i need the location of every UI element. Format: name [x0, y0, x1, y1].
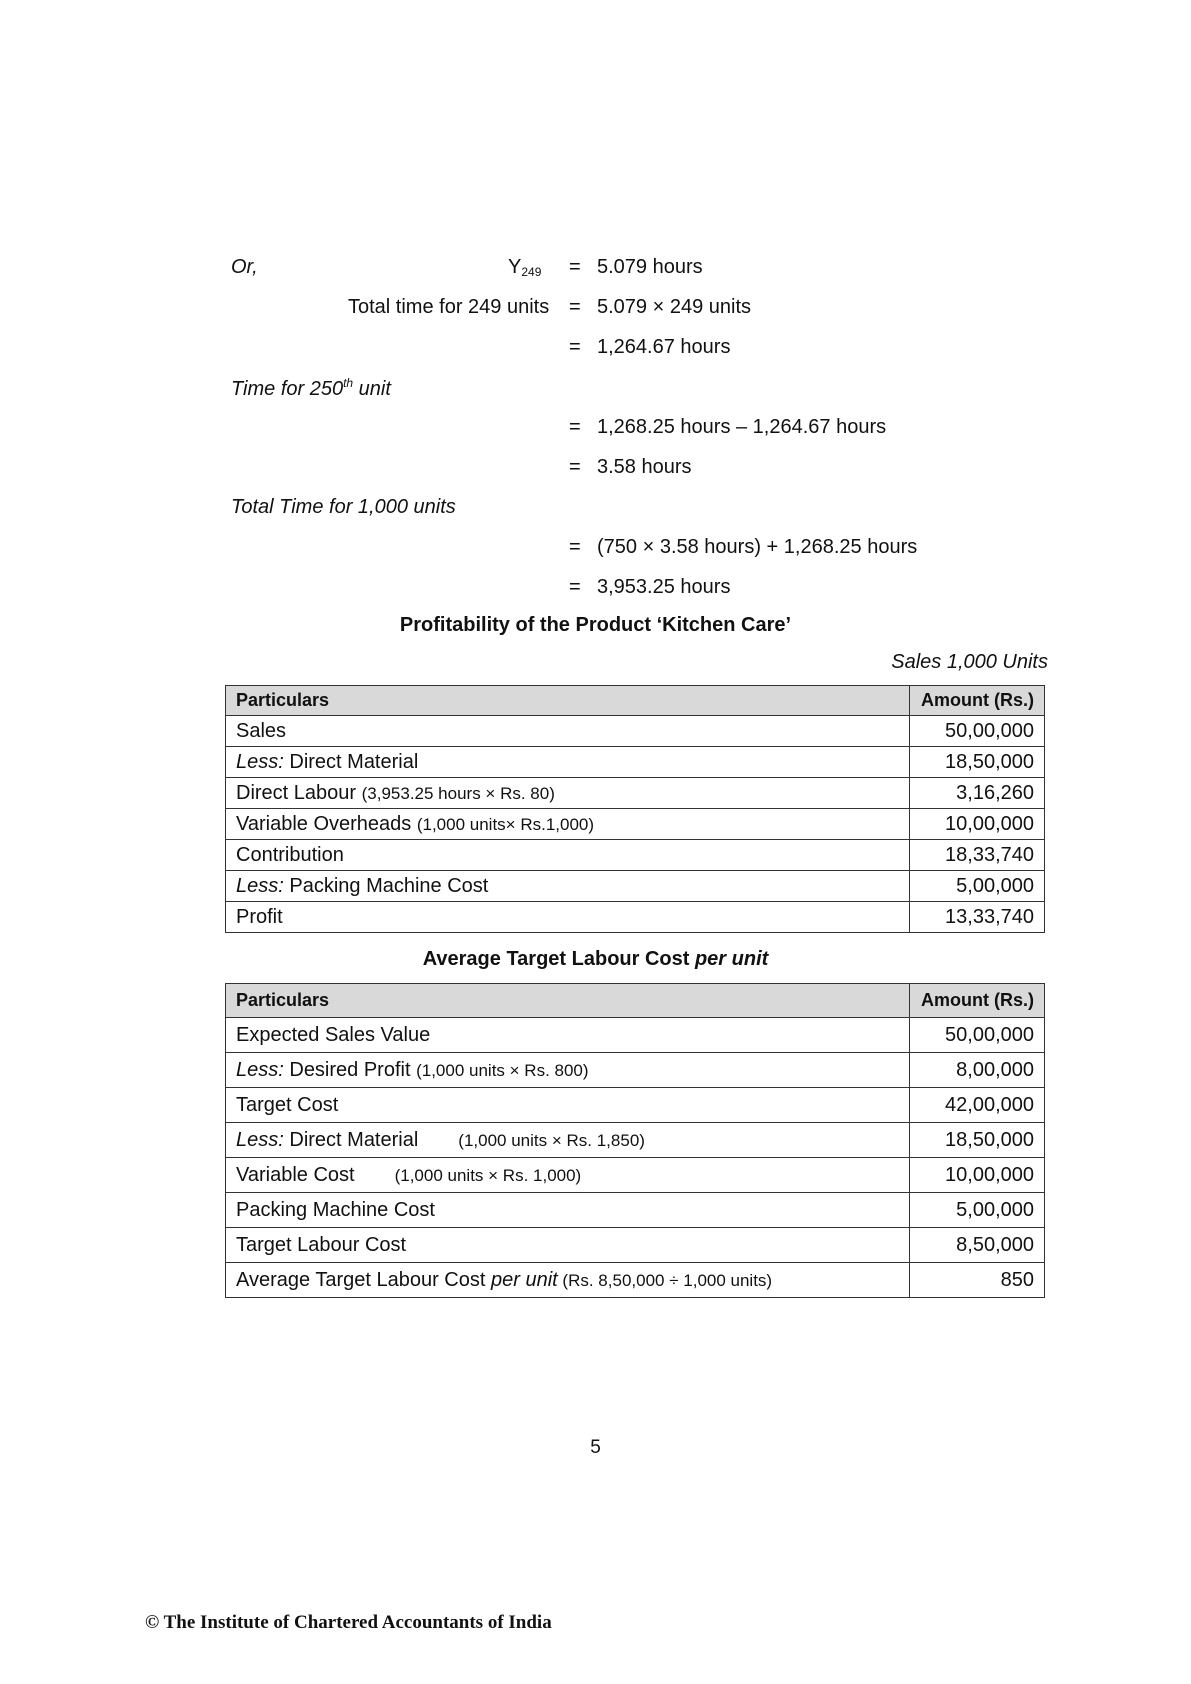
row-label — [226, 1053, 910, 1088]
row-amount: 18,50,000 — [910, 1123, 1045, 1158]
table-row — [226, 809, 1045, 840]
table-row — [226, 1053, 1045, 1088]
table1-title: Profitability of the Product ‘Kitchen Care’ — [399, 614, 792, 636]
row-text: Direct Material — [283, 1128, 419, 1151]
table2-title-emphasis: per unit — [694, 948, 769, 970]
table-row — [226, 1018, 1045, 1053]
table-row — [226, 1263, 1045, 1298]
table2-title-main: Average Target Labour Cost — [422, 948, 695, 970]
time250-suffix: unit — [353, 378, 391, 400]
table-row — [226, 778, 1045, 809]
row-label: Target Cost — [226, 1088, 910, 1123]
row-text: Variable Cost — [236, 1163, 355, 1186]
row-amount: 10,00,000 — [910, 1158, 1045, 1193]
table-row — [226, 1193, 1045, 1228]
equals-sign: = — [569, 336, 581, 358]
total249-expression: 5.079 × 249 units — [597, 296, 752, 318]
row-text: Packing Machine Cost — [283, 874, 489, 897]
row-label: Sales — [226, 716, 910, 747]
total1000-expression: (750 × 3.58 hours) + 1,268.25 hours — [597, 536, 918, 558]
equals-sign: = — [569, 416, 581, 438]
header-amount: Amount (Rs.) — [910, 984, 1045, 1018]
equals-sign: = — [569, 536, 581, 558]
table2-title — [0, 948, 1191, 971]
total249-label: Total time for 249 units — [348, 296, 550, 318]
time250-superscript: th — [343, 376, 354, 390]
time250-value: 3.58 hours — [597, 456, 692, 478]
row-detail: (1,000 units × Rs. 1,000) — [394, 1165, 582, 1185]
table-row — [226, 1088, 1045, 1123]
total249-value: 1,264.67 hours — [597, 336, 731, 358]
row-amount: 8,50,000 — [910, 1228, 1045, 1263]
row-amount: 850 — [910, 1263, 1045, 1298]
row-text: Average Target Labour Cost — [236, 1268, 491, 1291]
less-label: Less: — [236, 1058, 284, 1081]
time250-label — [231, 376, 391, 401]
row-text: Desired Profit — [283, 1058, 417, 1081]
y-subscript: 249 — [521, 265, 542, 279]
row-label — [226, 1158, 910, 1193]
row-emphasis: per unit — [490, 1268, 558, 1291]
table-row — [226, 716, 1045, 747]
or-label: Or, — [231, 256, 258, 278]
row-amount: 13,33,740 — [910, 902, 1045, 933]
row-detail: (3,953.25 hours × Rs. 80) — [361, 783, 555, 803]
row-amount: 18,33,740 — [910, 840, 1045, 871]
total1000-label: Total Time for 1,000 units — [231, 496, 456, 518]
row-amount: 50,00,000 — [910, 1018, 1045, 1053]
table-header-row — [226, 686, 1045, 716]
less-label: Less: — [236, 874, 284, 897]
row-label — [226, 1263, 910, 1298]
page-number: 5 — [590, 1437, 601, 1458]
row-label: Expected Sales Value — [226, 1018, 910, 1053]
header-particulars: Particulars — [226, 984, 910, 1018]
row-detail: (Rs. 8,50,000 ÷ 1,000 units) — [557, 1270, 773, 1290]
footer-copyright: © The Institute of Chartered Accountants of India — [145, 1612, 552, 1633]
equals-sign: = — [569, 256, 581, 278]
time250-expression: 1,268.25 hours – 1,264.67 hours — [597, 416, 887, 438]
y-symbol: Y — [508, 256, 522, 278]
row-text: Variable Overheads — [236, 812, 417, 835]
row-label — [226, 871, 910, 902]
row-label — [226, 809, 910, 840]
table-row — [226, 840, 1045, 871]
row-text: Direct Labour — [236, 781, 362, 804]
table-row — [226, 1123, 1045, 1158]
y249-symbol — [508, 256, 541, 279]
total1000-value: 3,953.25 hours — [597, 576, 731, 598]
row-amount: 5,00,000 — [910, 1193, 1045, 1228]
table-row — [226, 1228, 1045, 1263]
row-label: Target Labour Cost — [226, 1228, 910, 1263]
less-label: Less: — [236, 750, 284, 773]
row-amount: 42,00,000 — [910, 1088, 1045, 1123]
row-label: Contribution — [226, 840, 910, 871]
header-amount: Amount (Rs.) — [910, 686, 1045, 716]
table-row — [226, 871, 1045, 902]
target-labour-cost-table — [225, 983, 1045, 1298]
table-row — [226, 1158, 1045, 1193]
table1-note: Sales 1,000 Units — [891, 651, 1048, 673]
header-particulars: Particulars — [226, 686, 910, 716]
table-row — [226, 747, 1045, 778]
row-detail: (1,000 units × Rs. 1,850) — [458, 1130, 645, 1150]
row-detail: (1,000 units × Rs. 800) — [416, 1060, 589, 1080]
row-label — [226, 778, 910, 809]
profitability-table — [225, 685, 1045, 933]
row-label: Packing Machine Cost — [226, 1193, 910, 1228]
row-amount: 3,16,260 — [910, 778, 1045, 809]
table-row — [226, 902, 1045, 933]
equals-sign: = — [569, 456, 581, 478]
less-label: Less: — [236, 1128, 284, 1151]
row-amount: 8,00,000 — [910, 1053, 1045, 1088]
row-amount: 18,50,000 — [910, 747, 1045, 778]
row-amount: 50,00,000 — [910, 716, 1045, 747]
y249-value: 5.079 hours — [597, 256, 703, 278]
row-label — [226, 1123, 910, 1158]
row-label — [226, 747, 910, 778]
row-text: Direct Material — [283, 750, 419, 773]
table-header-row — [226, 984, 1045, 1018]
time250-prefix: Time for 250 — [231, 378, 344, 400]
row-detail: (1,000 units× Rs.1,000) — [416, 814, 595, 834]
row-amount: 5,00,000 — [910, 871, 1045, 902]
row-amount: 10,00,000 — [910, 809, 1045, 840]
equals-sign: = — [569, 296, 581, 318]
row-label: Profit — [226, 902, 910, 933]
equals-sign: = — [569, 576, 581, 598]
